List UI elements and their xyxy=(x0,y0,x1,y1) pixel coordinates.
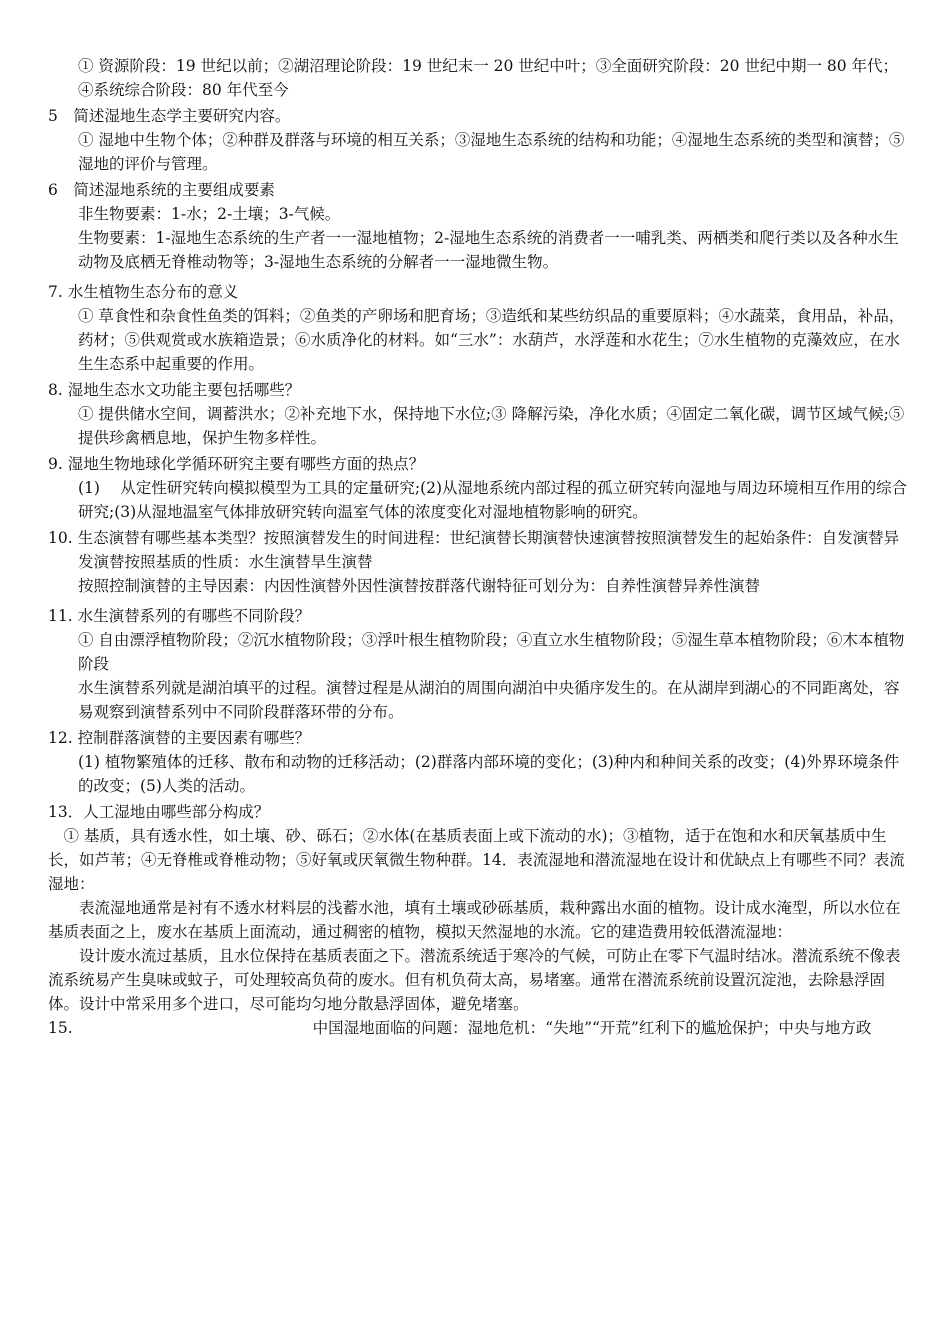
body-paragraph: ① 基质，具有透水性，如土壤、砂、砾石；②水体(在基质表面上或下流动的水)；③植物，适于在饱和水和厌氧基质中生长，如芦苇；④无脊椎或脊椎动物；⑤好氧或厌氧微生物种群。14．表流湿地和潜流湿地在设计和优缺点上有哪些不同？表流湿地： xyxy=(48,827,905,893)
question-15 xyxy=(48,1016,910,1040)
answer-block: (1) 从定性研究转向模拟模型为工具的定量研究;(2)从湿地系统内部过程的孤立研究转向湿地与周边环境相互作用的综合研究;(3)从湿地温室气体排放研究转向温室气体的浓度变化对湿地植物影响的研究。 xyxy=(78,479,908,521)
answer-block: ① 草食性和杂食性鱼类的饵料；②鱼类的产卵场和肥育场；③造纸和某些纺织品的重要原料；④水蔬菜，食用品，补品，药材；⑤供观赏或水族箱造景；⑥水质净化的材料。如“三水”：水葫芦，水浮莲和水花生；⑦水生植物的克藻效应，在水生生态系中起重要的作用。 xyxy=(78,307,905,373)
question-heading: 5 简述湿地生态学主要研究内容。 xyxy=(48,107,291,125)
answer-block: 非生物要素：1-水；2-土壤；3-气候。 xyxy=(78,205,341,223)
question-heading: 7. 水生植物生态分布的意义 xyxy=(48,283,239,301)
question-heading: 10. 生态演替有哪些基本类型？按照演替发生的时间进程：世纪演替长期演替快速演替按照演替发生的起始条件：自发演替异发演替按照基质的性质：水生演替旱生演替 xyxy=(48,529,900,571)
answer-block: 按照控制演替的主导因素：内因性演替外因性演替按群落代谢特征可划分为：自养性演替异养性演替 xyxy=(78,577,761,595)
answer-block: 水生演替系列就是湖泊填平的过程。演替过程是从湖泊的周围向湖泊中央循序发生的。在从湖岸到湖心的不同距离处，容易观察到演替系列中不同阶段群落环带的分布。 xyxy=(78,679,900,721)
answer-block: ① 资源阶段：19 世纪以前；②湖沼理论阶段：19 世纪末一 20 世纪中叶；③全面研究阶段：20 世纪中期一 80 年代；④系统综合阶段：80 年代至今 xyxy=(78,57,899,99)
answer-block: (1) 植物繁殖体的迁移、散布和动物的迁移活动；(2)群落内部环境的变化；(3)种内和种间关系的改变；(4)外界环境条件的改变；(5)人类的活动。 xyxy=(78,753,900,795)
question-heading: 12. 控制群落演替的主要因素有哪些？ xyxy=(48,729,311,747)
question-heading: 6 简述湿地系统的主要组成要素 xyxy=(48,181,275,199)
answer-block: ① 湿地中生物个体；②种群及群落与环境的相互关系；③湿地生态系统的结构和功能；④湿地生态系统的类型和演替；⑤湿地的评价与管理。 xyxy=(78,131,905,173)
question-text: 中国湿地面临的问题：湿地危机：“失地”“开荒”红利下的尴尬保护；中央与地方政 xyxy=(312,1019,872,1037)
question-heading: 13．人工湿地由哪些部分构成？ xyxy=(48,803,270,821)
answer-block: ① 自由漂浮植物阶段；②沉水植物阶段；③浮叶根生植物阶段；④直立水生植物阶段；⑤湿生草本植物阶段；⑥木本植物阶段 xyxy=(78,631,905,673)
body-paragraph: 设计废水流过基质，且水位保持在基质表面之下。潜流系统适于寒冷的气候，可防止在零下气温时结冰。潜流系统不像表流系统易产生臭味或蚊子，可处理较高负荷的废水。但有机负荷太高，易堵塞。通常在潜流系统前设置沉淀池，去除悬浮固体。设计中常采用多个进口，尽可能均匀地分散悬浮固体，避免堵塞。 xyxy=(48,947,901,1013)
answer-block: ① 提供储水空间，调蓄洪水；②补充地下水，保持地下水位;③ 降解污染，净化水质；④固定二氧化碳，调节区域气候;⑤ 提供珍禽栖息地，保护生物多样性。 xyxy=(78,405,905,447)
question-heading: 8. 湿地生态水文功能主要包括哪些？ xyxy=(48,381,301,399)
question-number: 15. xyxy=(48,1019,73,1037)
question-heading: 9. 湿地生物地球化学循环研究主要有哪些方面的热点？ xyxy=(48,455,425,473)
body-paragraph: 表流湿地通常是衬有不透水材料层的浅蓄水池，填有土壤或砂砾基质，栽种露出水面的植物。设计成水淹型，所以水位在基质表面之上，废水在基质上面流动，通过稠密的植物，模拟天然湿地的水流。它的建造费用较低潜流湿地： xyxy=(48,899,901,941)
question-heading: 11. 水生演替系列的有哪些不同阶段？ xyxy=(48,607,311,625)
answer-block: 生物要素：1-湿地生态系统的生产者一一湿地植物；2-湿地生态系统的消费者一一哺乳类、两栖类和爬行类以及各种水生动物及底栖无脊椎动物等；3-湿地生态系统的分解者一一湿地微生物。 xyxy=(78,229,899,271)
